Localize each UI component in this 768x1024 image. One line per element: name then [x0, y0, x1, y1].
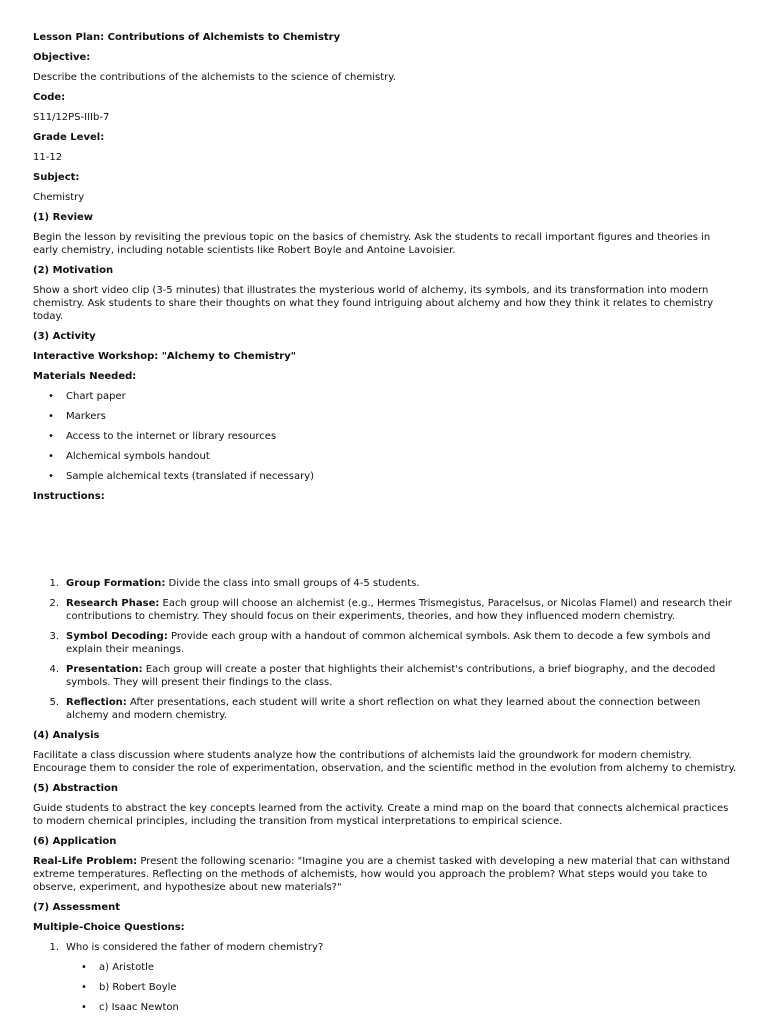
step-label: Group Formation:: [66, 578, 166, 589]
motivation-heading: (2) Motivation: [33, 265, 114, 276]
list-item: • Chart paper: [33, 390, 738, 403]
activity-heading: (3) Activity: [33, 331, 96, 342]
list-item: • b) Robert Boyle: [33, 981, 738, 994]
list-item: [33, 630, 738, 656]
question-text: Who is considered the father of modern chemistry?: [66, 942, 324, 953]
application-heading: (6) Application: [33, 836, 117, 847]
motivation-text: Show a short video clip (3-5 minutes) that illustrates the mysterious world of alchemy, its symbols, and its transformation into modern chemistry. Ask students to share their thoughts on what they found intriguing about alchemy and how they think it relates to chemistry today.: [33, 285, 714, 322]
objective-heading: Objective:: [33, 52, 91, 63]
subject-text: Chemistry: [33, 192, 85, 203]
review-heading: (1) Review: [33, 212, 94, 223]
instructions-heading: Instructions:: [33, 491, 105, 502]
materials-heading: Materials Needed:: [33, 371, 137, 382]
analysis-text: Facilitate a class discussion where students analyze how the contributions of alchemists laid the groundwork for modern chemistry. Encourage them to consider the role of experimentation, observation, and the scientific method in the evolution from alchemy to chemistry.: [33, 750, 737, 774]
code-heading: Code:: [33, 92, 66, 103]
materials-list: [33, 390, 738, 483]
lesson-plan-document: [33, 31, 738, 1014]
list-item: [33, 941, 738, 954]
abstraction-text: Guide students to abstract the key concepts learned from the activity. Create a mind map on the board that connects alchemical practices to modern chemical principles, including the transition from mystical interpretations to empirical science.: [33, 803, 729, 827]
step-label: Research Phase:: [66, 598, 160, 609]
grade-heading: Grade Level:: [33, 132, 105, 143]
abstraction-heading: (5) Abstraction: [33, 783, 119, 794]
step-label: Presentation:: [66, 664, 143, 675]
list-item: [33, 696, 738, 722]
step-text: Each group will create a poster that highlights their alchemist's contributions, a brief biography, and the decoded symbols. They will present their findings to the class.: [66, 664, 716, 688]
list-item: • Alchemical symbols handout: [33, 450, 738, 463]
analysis-heading: (4) Analysis: [33, 730, 100, 741]
mcq-list: [33, 941, 738, 954]
list-item: • Markers: [33, 410, 738, 423]
subject-heading: Subject:: [33, 172, 80, 183]
step-text: Provide each group with a handout of common alchemical symbols. Ask them to decode a few symbols and explain their meanings.: [66, 631, 711, 655]
list-number: 4.: [49, 664, 59, 675]
step-text: Each group will choose an alchemist (e.g., Hermes Trismegistus, Paracelsus, or Nicolas Flamel) and research their contributions to chemistry. They should focus on their experiments, theories, and how they influenced modern chemistry.: [66, 598, 732, 622]
application-text: [33, 855, 738, 894]
list-number: 5.: [49, 697, 59, 708]
list-number: 1.: [49, 578, 59, 589]
objective-text: Describe the contributions of the alchemists to the science of chemistry.: [33, 72, 396, 83]
grade-text: 11-12: [33, 152, 63, 163]
list-item: • Access to the internet or library resources: [33, 430, 738, 443]
review-text: Begin the lesson by revisiting the previous topic on the basics of chemistry. Ask the students to recall important figures and theories in early chemistry, including notable scientists like Robert Boyle and Antoine Lavoisier.: [33, 232, 711, 256]
application-label: Real-Life Problem:: [33, 856, 138, 867]
list-item: • a) Aristotle: [33, 961, 738, 974]
list-number: 1.: [49, 942, 59, 953]
step-text: After presentations, each student will write a short reflection on what they learned about the connection between alchemy and modern chemistry.: [66, 697, 701, 721]
code-text: S11/12PS-IIIb-7: [33, 112, 110, 123]
list-item: • c) Isaac Newton: [33, 1001, 738, 1014]
document-title: Lesson Plan: Contributions of Alchemists to Chemistry: [33, 32, 341, 43]
list-item: [33, 663, 738, 689]
instructions-list: [33, 577, 738, 722]
list-number: 2.: [49, 598, 59, 609]
step-label: Symbol Decoding:: [66, 631, 168, 642]
application-body: Present the following scenario: "Imagine you are a chemist tasked with developing a new material that can withstand extreme temperatures. Reflecting on the methods of alchemists, how would you approach the problem? What steps would you take to observe, experiment, and hypothesize about new materials?": [33, 856, 730, 893]
mcq-options: [33, 961, 738, 1014]
step-label: Reflection:: [66, 697, 127, 708]
step-text: Divide the class into small groups of 4-5 students.: [165, 578, 420, 589]
mcq-heading: Multiple-Choice Questions:: [33, 922, 185, 933]
list-item: • Sample alchemical texts (translated if necessary): [33, 470, 738, 483]
list-item: [33, 597, 738, 623]
list-number: 3.: [49, 631, 59, 642]
assessment-heading: (7) Assessment: [33, 902, 121, 913]
list-item: [33, 577, 738, 590]
workshop-title: Interactive Workshop: "Alchemy to Chemistry": [33, 351, 296, 362]
